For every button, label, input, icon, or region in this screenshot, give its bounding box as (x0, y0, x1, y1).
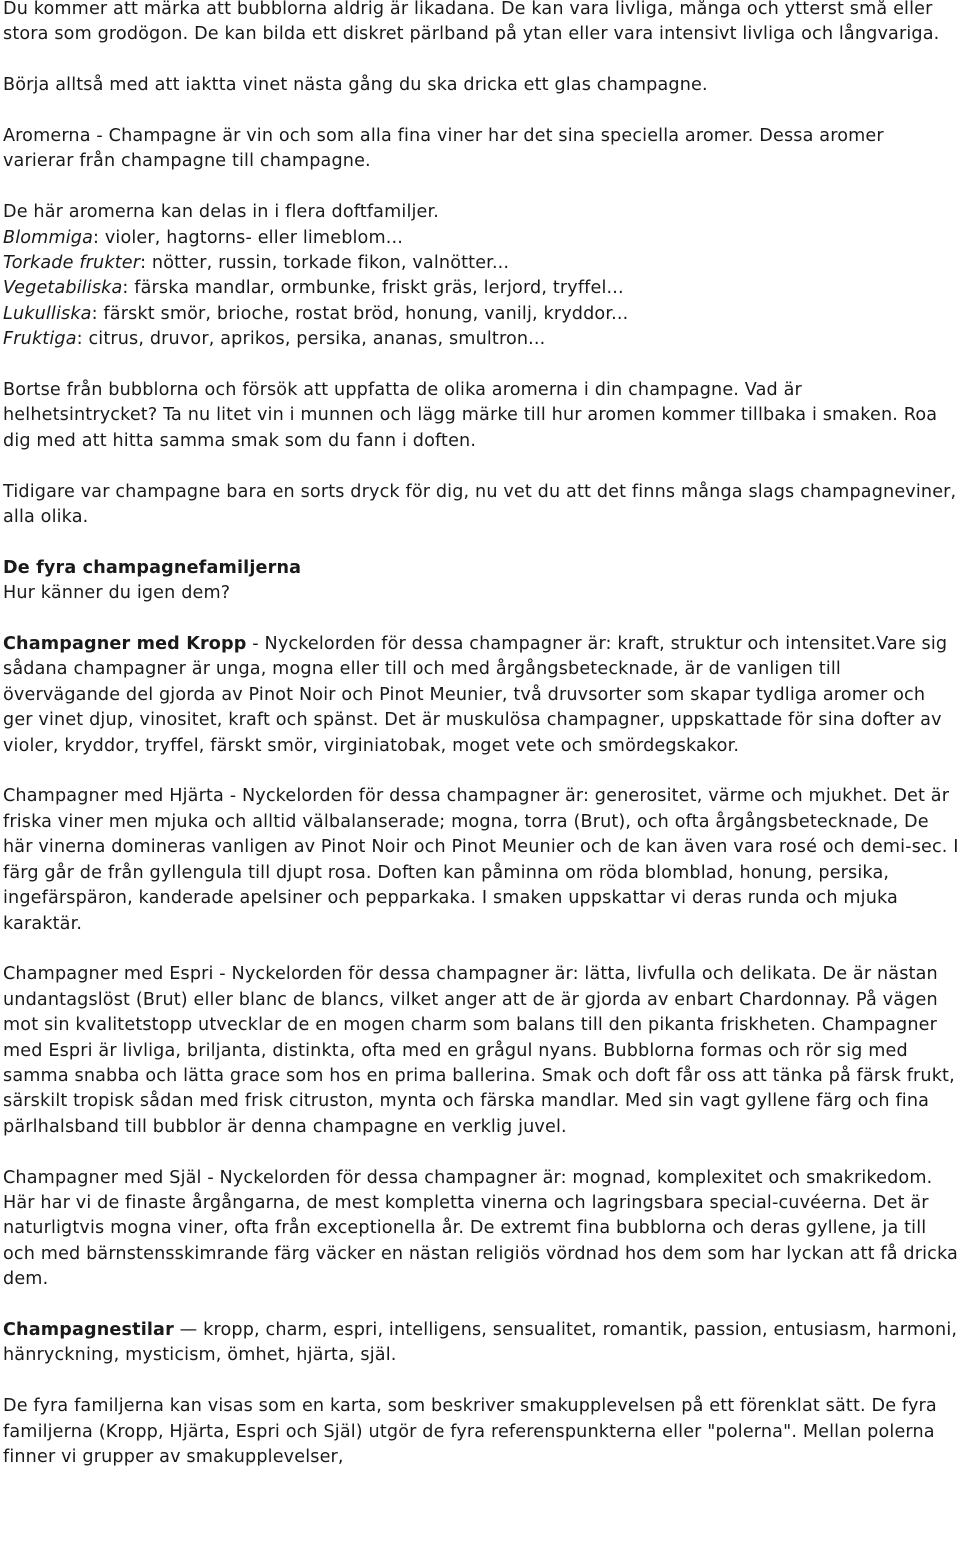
aroma-family-text: : nötter, russin, torkade fikon, valnötter... (140, 253, 510, 274)
paragraph-champagnestilar (3, 1318, 960, 1369)
aroma-family-item (3, 276, 960, 301)
aroma-family-item (3, 251, 960, 276)
aroma-family-item (3, 327, 960, 352)
aroma-family-name: Torkade frukter (3, 253, 141, 274)
aroma-family-name: Fruktiga (3, 329, 77, 350)
aroma-family-text: : färskt smör, brioche, rostat bröd, honung, vanilj, kryddor... (91, 303, 629, 324)
aroma-families-intro: De här aromerna kan delas in i flera doftfamiljer. (3, 202, 440, 223)
paragraph-hjarta: Champagner med Hjärta - Nyckelorden för dessa champagner är: generositet, värme och mjukhet. Det är friska viner men mjuka och alltid välbalanserade; mogna, torra (Brut), och ofta årgångsbetecknade, De här vinerna domineras vanligen av Pinot Noir och Pinot Meunier och de kan även vara rosé och demi-sec. I färg går de från gyllengula till djupt rosa. Doften kan påminna om röda blomblad, honung, persika, ingefärspäron, kanderade apelsiner och pepparkaka. I smaken uppskattar vi deras runda och mjuka karaktär. (3, 786, 959, 934)
kropp-title: Champagner med Kropp (3, 634, 247, 655)
section-heading (3, 556, 960, 581)
aroma-family-item (3, 226, 960, 251)
document-body (3, 0, 960, 1496)
paragraph-tasting: Bortse från bubblorna och försök att uppfatta de olika aromerna i din champagne. Vad är helhetsintrycket? Ta nu litet vin i munnen och lägg märke till hur aromen kommer tillbaka i smaken. Roa dig med att hitta samma smak som du fann i doften. (3, 380, 938, 451)
section-subtitle: Hur känner du igen dem? (3, 583, 231, 604)
aroma-family-text: : färska mandlar, ormbunke, friskt gräs, lerjord, tryffel... (122, 278, 624, 299)
paragraph-variety: Tidigare var champagne bara en sorts dryck för dig, nu vet du att det finns många slags champagneviner, alla olika. (3, 481, 957, 528)
champagnestilar-text: — kropp, charm, espri, intelligens, sensualitet, romantik, passion, entusiasm, harmoni, hänryckning, mysticism, ömhet, hjärta, själ. (3, 1319, 958, 1366)
aroma-family-name: Blommiga (3, 227, 94, 248)
paragraph-sjal: Champagner med Själ - Nyckelorden för dessa champagner är: mognad, komplexitet och smakrikedom. Här har vi de finaste årgångarna, de mest kompletta vinerna och lagringsbara special-cuvéerna. Det är naturligtvis mogna viner, ofta från exceptionella år. De extremt fina bubblorna och deras gyllene, ja till och med bärnstensskimrande färg väcker en nästan religiös vördnad hos dem som har lyckan att få dricka dem. (3, 1167, 958, 1290)
champagnestilar-title: Champagnestilar (3, 1319, 174, 1340)
paragraph-aromas: Aromerna - Champagne är vin och som alla fina viner har det sina speciella aromer. Dessa aromer varierar från champagne till champagne. (3, 126, 884, 172)
aroma-family-name: Lukulliska (3, 303, 92, 324)
aroma-family-text: : citrus, druvor, aprikos, persika, ananas, smultron... (76, 329, 546, 350)
section-title: De fyra champagnefamiljerna (3, 557, 302, 578)
kropp-text: - Nyckelorden för dessa champagner är: kraft, struktur och intensitet.Vare sig sådana champagner är unga, mogna eller till och med årgångsbetecknade, är de vanligen till övervägande del gjorda av Pinot Noir och Pinot Meunier, två druvsorter som skapar tydliga aromer och ger vinet djup, vinositet, kraft och spänst. Det är muskulösa champagner, uppskattade för sina dofter av violer, kryddor, tryffel, färskt smör, virginiatobak, moget vete och smördegskakor. (3, 634, 948, 756)
aroma-family-name: Vegetabiliska (3, 278, 123, 299)
paragraph-map: De fyra familjerna kan visas som en karta, som beskriver smakupplevelsen på ett förenklat sätt. De fyra familjerna (Kropp, Hjärta, Espri och Själ) utgör de fyra referenspunkterna eller "polerna". Mellan polerna finner vi grupper av smakupplevelser, (3, 1396, 937, 1467)
paragraph-kropp (3, 632, 960, 759)
paragraph-bubbles: Du kommer att märka att bubblorna aldrig är likadana. De kan vara livliga, många och ytterst små eller stora som grodögon. De kan bilda ett diskret pärlband på ytan eller vara intensivt livliga och långvariga. (3, 0, 940, 45)
aroma-family-text: : violer, hagtorns- eller limeblom... (93, 227, 403, 248)
paragraph-observe: Börja alltså med att iaktta vinet nästa gång du ska dricka ett glas champagne. (3, 75, 708, 96)
paragraph-espri: Champagner med Espri - Nyckelorden för dessa champagner är: lätta, livfulla och delikata. De är nästan undantagslöst (Brut) eller blanc de blancs, vilket anger att de är gjorda av enbart Chardonnay. På vägen mot sin kvalitetstopp utvecklar de en mogen charm som balans till den pikanta friskheten. Champagner med Espri är livliga, briljanta, distinkta, ofta med en grågul nyans. Bubblorna formas och rör sig med samma snabba och lätta grace som hos en prima ballerina. Smak och doft får oss att tänka på färsk frukt, särskilt tropisk sådan med frisk citruston, mynta och färska mandlar. Med sin vagt gyllene färg och fina pärlhalsband till bubblor är denna champagne en verklig juvel. (3, 964, 955, 1137)
aroma-family-item (3, 302, 960, 327)
